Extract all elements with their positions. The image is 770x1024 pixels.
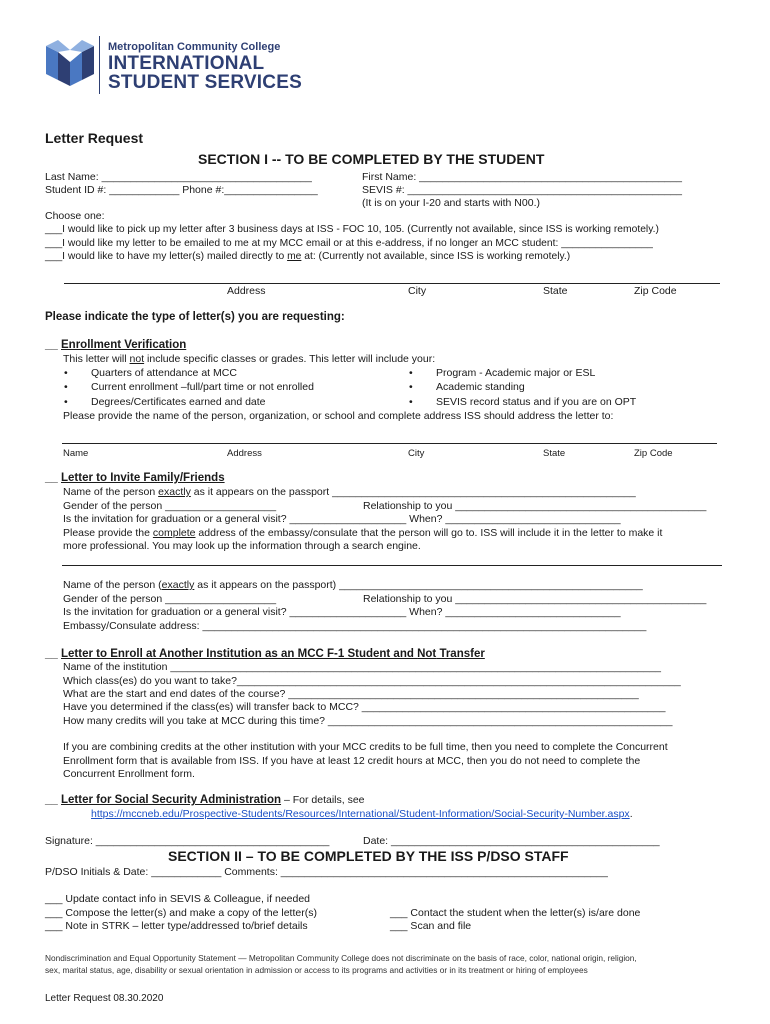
addr-label-city: City [408, 285, 427, 297]
first-name-field[interactable]: First Name: _____________________________________________ [362, 171, 682, 183]
concurrent-note-3: Concurrent Enrollment form. [63, 768, 195, 780]
form-version: Letter Request 08.30.2020 [45, 993, 164, 1004]
ssa-link-end: . [629, 808, 633, 820]
date-field[interactable]: Date: ______________________________________________ [363, 835, 660, 847]
logo-divider [99, 36, 100, 94]
invite-name-field[interactable] [63, 486, 636, 499]
bullet-item: • Quarters of attendance at MCC [91, 367, 237, 380]
option-email[interactable]: ___I would like my letter to be emailed to me at my MCC email or at this e-address, if no longer an MCC student: ________________ [45, 238, 653, 249]
sevis-field[interactable]: SEVIS #: _______________________________________________ [362, 184, 682, 196]
ssa-heading[interactable] [45, 794, 365, 807]
addr-label-address: Address [227, 285, 266, 297]
sevis-note: (It is on your I-20 and starts with N00.) [362, 197, 540, 209]
enr-label-address: Address [227, 448, 262, 459]
enrollment-provide: Please provide the name of the person, organization, or school and complete address ISS should address the letter to: [63, 410, 614, 422]
invite-embassy-line[interactable] [62, 565, 722, 566]
task-item[interactable]: ___ Note in STRK – letter type/addressed to/brief details [45, 920, 308, 932]
student-id-field[interactable]: Student ID #: ____________ Phone #:________________ [45, 184, 318, 196]
enrollment-intro-b: include specific classes or grades. This letter will include your: [144, 353, 436, 365]
invite-name2-exactly: exactly [161, 579, 195, 591]
invite-relationship-field[interactable]: Relationship to you ___________________________________________ [363, 500, 707, 512]
invite-embassy-b: address of the embassy/consulate that the person will go to. ISS will include it in the letter to make it [195, 527, 663, 539]
invite-name2-field[interactable] [63, 579, 643, 592]
bullet-item: • Degrees/Certificates earned and date [91, 396, 266, 409]
bullet-item: • SEVIS record status and if you are on OPT [436, 396, 636, 409]
option-mail-me: me [287, 251, 302, 262]
option-mail-text-b: at: (Currently not available, since ISS is working remotely.) [301, 251, 571, 262]
option-pickup[interactable]: ___I would like to pick up my letter after 3 business days at ISS - FOC 10, 105. (Currently not available, since ISS is working remotely.) [45, 224, 659, 235]
mailing-address-line[interactable] [64, 283, 720, 284]
enroll-other-checkbox[interactable]: __ [45, 648, 61, 660]
invite-name2-a: Name of the person ( [63, 579, 162, 591]
enroll-other-title-not: Not [417, 648, 437, 660]
enroll-credits-field[interactable]: How many credits will you take at MCC during this time? ___________________________________________________________ [63, 715, 673, 727]
invite-heading[interactable] [45, 472, 225, 485]
ssa-link[interactable]: https://mccneb.edu/Prospective-Students/Resources/International/Student-Information/Social-Security-Number.aspx [91, 808, 630, 820]
enroll-other-title-a: Letter to Enroll at Another Institution as an MCC F-1 Student and [61, 648, 418, 660]
concurrent-note-1: If you are combining credits at the other institution with your MCC credits to be full time, then you need to complete the Concurrent [63, 741, 668, 753]
ssa-details: – For details, see [281, 794, 365, 806]
mcc-logo-icon [44, 40, 96, 86]
invite-title: Letter to Invite Family/Friends [61, 472, 225, 484]
enrollment-address-line[interactable] [62, 443, 717, 444]
option-mail-text-a: ___I would like to have my letter(s) mailed directly to [45, 251, 288, 262]
concurrent-note-2: Enrollment form that is available from ISS. If you have at least 12 credit hours at MCC, then you do not need to complete the [63, 755, 641, 767]
invite-invitation2-field[interactable]: Is the invitation for graduation or a general visit? ____________________ When? ______________________________ [63, 606, 621, 618]
enrollment-checkbox[interactable]: __ [45, 339, 61, 351]
invite-name-a: Name of the person [63, 486, 159, 498]
invite-embassy-address-field[interactable]: Embassy/Consulate address: ____________________________________________________________________________ [63, 620, 647, 632]
section1-heading: SECTION I -- TO BE COMPLETED BY THE STUDENT [198, 151, 545, 167]
enr-label-name: Name [63, 448, 89, 459]
invite-checkbox[interactable]: __ [45, 472, 61, 484]
enroll-other-title-b: Transfer [436, 648, 485, 660]
enrollment-title: Enrollment Verification [61, 339, 187, 351]
pdso-initials-field[interactable]: P/DSO Initials & Date: ____________ Comments: ________________________________________________________ [45, 866, 608, 878]
enr-label-state: State [543, 448, 566, 459]
invite-name-exactly: exactly [158, 486, 191, 498]
invite-name-b: as it appears on the passport ____________________________________________________ [190, 486, 636, 498]
choose-label: Choose one: [45, 210, 105, 222]
section2-heading: SECTION II – TO BE COMPLETED BY THE ISS P/DSO STAFF [168, 848, 569, 864]
college-name: Metropolitan Community College [108, 41, 281, 53]
type-prompt: Please indicate the type of letter(s) you are requesting: [45, 311, 345, 323]
invite-name2-b: as it appears on the passport) ____________________________________________________ [194, 579, 643, 591]
invite-embassy-a: Please provide the [63, 527, 153, 539]
last-name-field[interactable]: Last Name: ____________________________________ [45, 171, 312, 183]
enr-label-city: City [408, 448, 425, 459]
task-item[interactable]: ___ Contact the student when the letter(s) is/are done [390, 907, 641, 919]
enroll-institution-field[interactable]: Name of the institution ____________________________________________________________________________________ [63, 661, 661, 673]
enroll-transfer-field[interactable]: Have you determined if the class(es) will transfer back to MCC? ____________________________________________________ [63, 701, 666, 713]
enroll-dates-field[interactable]: What are the start and end dates of the course? ____________________________________________________________ [63, 688, 639, 700]
bullet-item: • Academic standing [436, 381, 525, 394]
ssa-link-row [91, 808, 633, 821]
ssa-checkbox[interactable]: __ [45, 794, 61, 806]
enrollment-intro-not: not [129, 353, 145, 365]
page-title: Letter Request [45, 130, 144, 146]
addr-label-zip: Zip Code [634, 285, 677, 297]
enrollment-intro [63, 353, 435, 366]
nondiscrimination-statement-1: Nondiscrimination and Equal Opportunity Statement — Metropolitan Community College does not discriminate on the basis of race, color, national origin, religion, [45, 953, 637, 963]
invite-relationship2-field[interactable]: Relationship to you ___________________________________________ [363, 593, 707, 605]
enrollment-heading[interactable] [45, 339, 186, 352]
logo [44, 40, 96, 86]
invite-invitation-field[interactable]: Is the invitation for graduation or a general visit? ____________________ When? ______________________________ [63, 513, 621, 525]
dept-line1: INTERNATIONAL [108, 53, 265, 74]
bullet-item: • Current enrollment –full/part time or not enrolled [91, 381, 314, 394]
task-item[interactable]: ___ Update contact info in SEVIS & Colleague, if needed [45, 893, 311, 905]
signature-field[interactable]: Signature: ________________________________________ [45, 835, 330, 847]
invite-gender2-field[interactable]: Gender of the person ___________________ [63, 593, 277, 605]
ssa-title: Letter for Social Security Administration [61, 794, 282, 806]
enroll-classes-field[interactable]: Which class(es) do you want to take?____________________________________________________________________________ [63, 675, 681, 687]
enroll-other-heading[interactable] [45, 648, 485, 661]
task-item[interactable]: ___ Compose the letter(s) and make a copy of the letter(s) [45, 907, 317, 919]
option-mail[interactable] [45, 250, 570, 263]
invite-embassy-instruction [63, 527, 662, 540]
enrollment-intro-a: This letter will [63, 353, 130, 365]
nondiscrimination-statement-2: sex, marital status, age, disability or sexual orientation in admission or access to its programs and activities or in its treatment or hiring of employees [45, 965, 588, 975]
invite-gender-field[interactable]: Gender of the person ___________________ [63, 500, 277, 512]
dept-line2: STUDENT SERVICES [108, 72, 302, 93]
invite-embassy-complete: complete [152, 527, 196, 539]
bullet-item: • Program - Academic major or ESL [436, 367, 595, 380]
task-item[interactable]: ___ Scan and file [390, 920, 472, 932]
enr-label-zip: Zip Code [634, 448, 673, 459]
invite-embassy-instruction-2: more professional. You may look up the information through a search engine. [63, 540, 421, 552]
addr-label-state: State [543, 285, 568, 297]
